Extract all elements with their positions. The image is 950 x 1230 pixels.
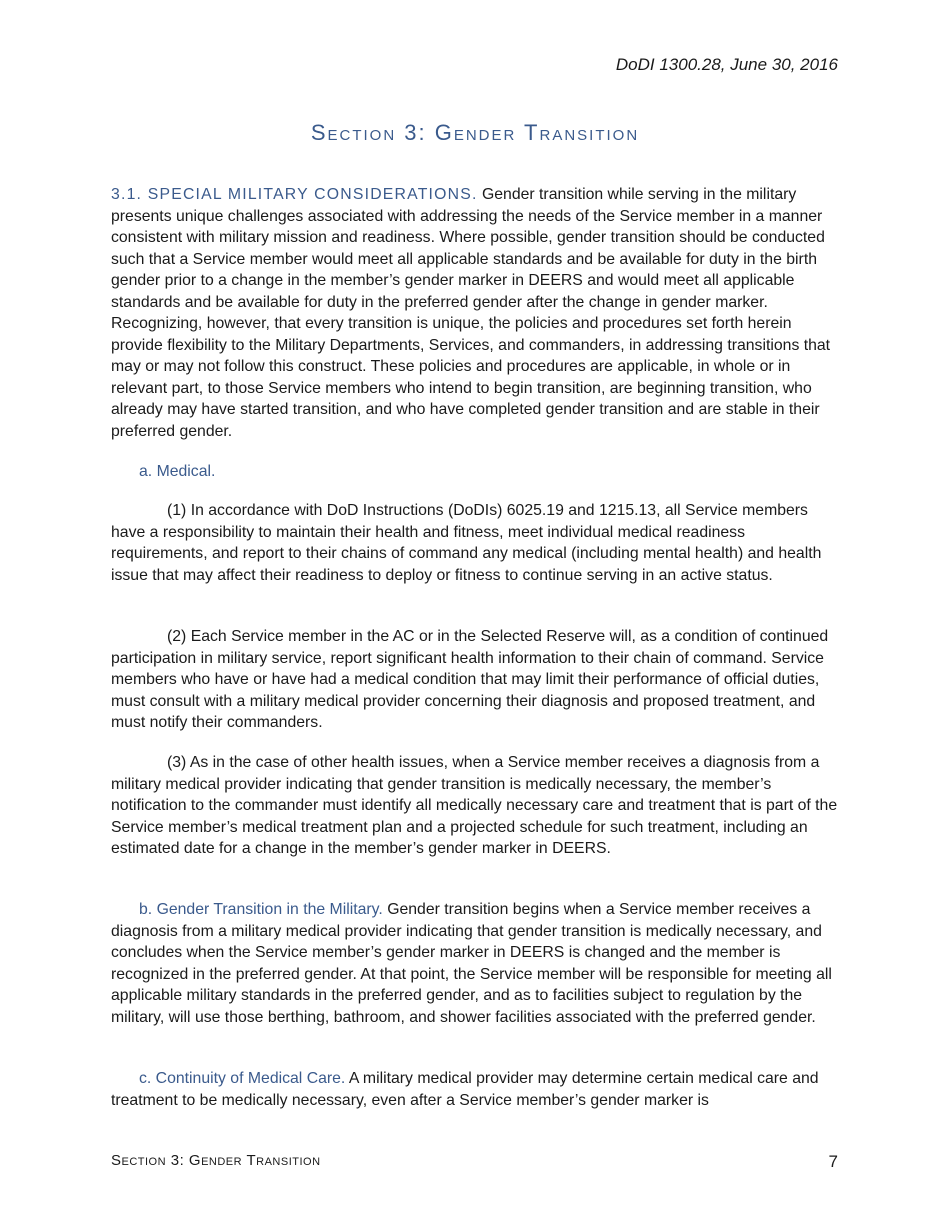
- section-title: Section 3: Gender Transition: [310, 120, 640, 145]
- paragraph-3-1-text: Gender transition while serving in the military presents unique challenges associated with addressing the needs of the Service member in a manner consistent with military mission and readiness. Where possible, gender transition should be conducted such that a Service member would meet all applicable standards and be available for duty in the birth gender prior to a change in the member’s gender marker in DEERS and would meet all applicable standards and be available for duty in the preferred gender after the change in gender marker. Recognizing, however, that every transition is unique, the policies and procedures set forth herein provide flexibility to the Military Departments, Services, and commanders, in addressing transitions that may or may not follow this construct. These policies and procedures are applicable, in whole or in relevant part, to those Service members who intend to begin transition, are beginning transition, who already may have started transition, and who have completed gender transition and are stable in their preferred gender.: [111, 186, 831, 440]
- paragraph-a1: [111, 500, 839, 586]
- paragraph-a3: [111, 752, 839, 860]
- paragraph-a2-text: (2) Each Service member in the AC or in the Selected Reserve will, as a condition of continued participation in military service, report significant health information to their chain of command. Service members who have or have had a medical condition that may limit their performance of official duties, must consult with a military medical provider concerning their diagnosis and proposed treatment, and must notify their commanders.: [111, 628, 829, 731]
- paragraph-3-1-heading: 3.1. SPECIAL MILITARY CONSIDERATIONS.: [111, 186, 478, 203]
- footer-page-number: 7: [828, 1152, 838, 1171]
- paragraph-b: [111, 899, 839, 1028]
- paragraph-b-text: Gender transition begins when a Service member receives a diagnosis from a military medical provider indicating that gender transition is medically necessary, and concludes when the Service member’s gender marker in DEERS is changed and the member is recognized in the preferred gender. At that point, the Service member will be responsible for meeting all applicable military standards in the preferred gender, and as to facilities subject to regulation by the military, will use those berthing, bathroom, and shower facilities associated with the preferred gender.: [111, 901, 832, 1026]
- footer-section-label: Section 3: Gender Transition: [111, 1152, 321, 1169]
- paragraph-a: [111, 461, 839, 483]
- paragraph-b-heading: b. Gender Transition in the Military.: [139, 901, 383, 918]
- paragraph-a3-text: (3) As in the case of other health issues, when a Service member receives a diagnosis from a military medical provider indicating that gender transition is medically necessary, the member’s notification to the commander must identify all medically necessary care and treatment that is part of the Service member’s medical treatment plan and a projected schedule for such treatment, including an estimated date for a change in the member’s gender marker in DEERS.: [111, 754, 838, 857]
- document-reference: DoDI 1300.28, June 30, 2016: [615, 55, 838, 74]
- paragraph-c: [111, 1068, 839, 1111]
- paragraph-a2: [111, 626, 839, 734]
- paragraph-a1-text: (1) In accordance with DoD Instructions (DoDIs) 6025.19 and 1215.13, all Service members have a responsibility to maintain their health and fitness, meet individual medical readiness requirements, and report to their chains of command any medical (including mental health) and health issue that may affect their readiness to deploy or fitness to continue serving in an active status.: [111, 502, 822, 584]
- paragraph-c-heading: c. Continuity of Medical Care.: [139, 1070, 346, 1087]
- paragraph-a-heading: a. Medical.: [139, 463, 216, 480]
- paragraph-3-1: [111, 184, 839, 442]
- paragraph-c-text: A military medical provider may determine certain medical care and treatment to be medically necessary, even after a Service member’s gender marker is: [111, 1070, 819, 1109]
